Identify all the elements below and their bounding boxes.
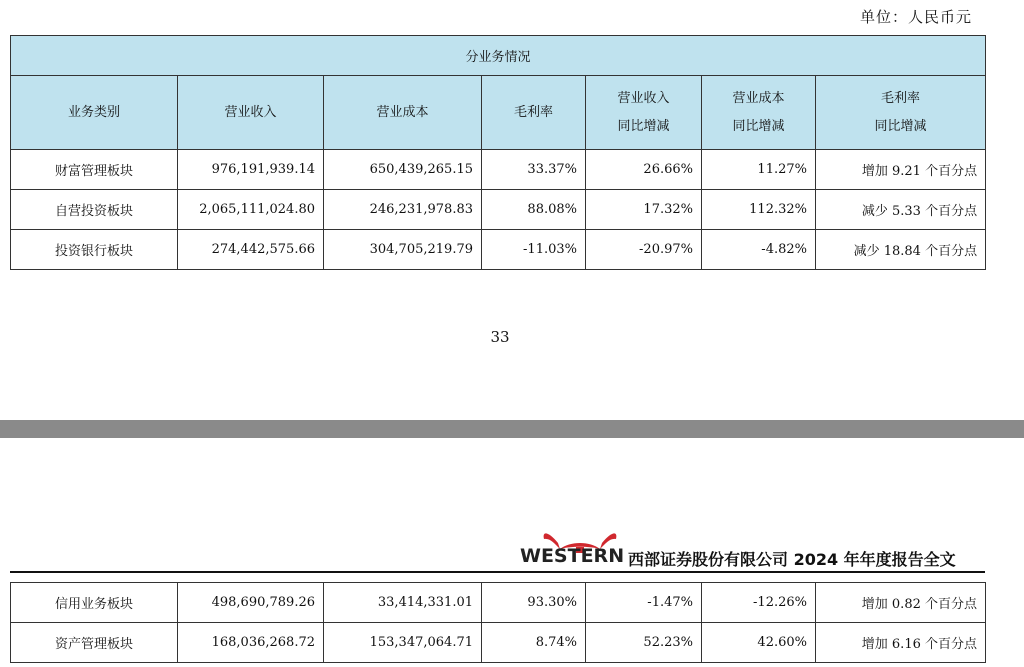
cell-margin-yoy: 减少 18.84 个百分点 — [816, 230, 986, 270]
header-line: 同比增减 — [732, 118, 785, 134]
cell-revenue: 498,690,789.26 — [178, 583, 324, 623]
header-line: 同比增减 — [874, 118, 927, 134]
logo-text: WESTERN — [520, 545, 625, 567]
table-row — [11, 623, 986, 663]
cell-margin: 8.74% — [482, 623, 586, 663]
cell-margin: 93.30% — [482, 583, 586, 623]
cell-revenue-yoy: 26.66% — [586, 150, 702, 190]
cell-margin-yoy: 减少 5.33 个百分点 — [816, 190, 986, 230]
segment-table-continued — [10, 582, 986, 663]
table-row — [11, 583, 986, 623]
cell-cost: 304,705,219.79 — [324, 230, 482, 270]
table-row — [11, 150, 986, 190]
page-separator — [0, 420, 1024, 438]
header-cost: 营业成本 — [324, 76, 482, 150]
cell-margin: -11.03% — [482, 230, 586, 270]
cell-cost: 246,231,978.83 — [324, 190, 482, 230]
table-title: 分业务情况 — [11, 36, 986, 76]
cell-cost-yoy: -4.82% — [702, 230, 816, 270]
cell-margin-yoy: 增加 6.16 个百分点 — [816, 623, 986, 663]
cell-margin: 33.37% — [482, 150, 586, 190]
header-divider — [10, 571, 985, 573]
cell-category: 财富管理板块 — [11, 150, 178, 190]
cell-category: 自营投资板块 — [11, 190, 178, 230]
cell-cost-yoy: 11.27% — [702, 150, 816, 190]
cell-cost: 650,439,265.15 — [324, 150, 482, 190]
header-line: 同比增减 — [617, 118, 670, 134]
cell-category: 信用业务板块 — [11, 583, 178, 623]
header-margin-yoy — [816, 76, 986, 150]
header-revenue-yoy — [586, 76, 702, 150]
table-row — [11, 190, 986, 230]
header-line: 营业成本 — [732, 90, 785, 106]
cell-revenue-yoy: 17.32% — [586, 190, 702, 230]
header-revenue: 营业收入 — [178, 76, 324, 150]
cell-margin: 88.08% — [482, 190, 586, 230]
header-line: 毛利率 — [881, 90, 921, 106]
cell-margin-yoy: 增加 0.82 个百分点 — [816, 583, 986, 623]
western-logo — [520, 529, 630, 569]
cell-margin-yoy: 增加 9.21 个百分点 — [816, 150, 986, 190]
cell-revenue-yoy: 52.23% — [586, 623, 702, 663]
cell-revenue-yoy: -20.97% — [586, 230, 702, 270]
page-number: 33 — [490, 328, 510, 346]
header-category: 业务类别 — [11, 76, 178, 150]
cell-category: 投资银行板块 — [11, 230, 178, 270]
header-margin: 毛利率 — [482, 76, 586, 150]
cell-cost-yoy: 42.60% — [702, 623, 816, 663]
cell-revenue-yoy: -1.47% — [586, 583, 702, 623]
table-row — [11, 230, 986, 270]
report-header-title: 西部证券股份有限公司 2024 年年度报告全文 — [628, 550, 956, 569]
cell-cost: 33,414,331.01 — [324, 583, 482, 623]
unit-label: 单位：人民币元 — [859, 8, 972, 26]
cell-cost-yoy: -12.26% — [702, 583, 816, 623]
cell-cost: 153,347,064.71 — [324, 623, 482, 663]
cell-revenue: 2,065,111,024.80 — [178, 190, 324, 230]
cell-revenue: 976,191,939.14 — [178, 150, 324, 190]
segment-table — [10, 35, 986, 270]
cell-revenue: 168,036,268.72 — [178, 623, 324, 663]
cell-revenue: 274,442,575.66 — [178, 230, 324, 270]
header-line: 营业收入 — [617, 90, 670, 106]
header-cost-yoy — [702, 76, 816, 150]
cell-cost-yoy: 112.32% — [702, 190, 816, 230]
cell-category: 资产管理板块 — [11, 623, 178, 663]
